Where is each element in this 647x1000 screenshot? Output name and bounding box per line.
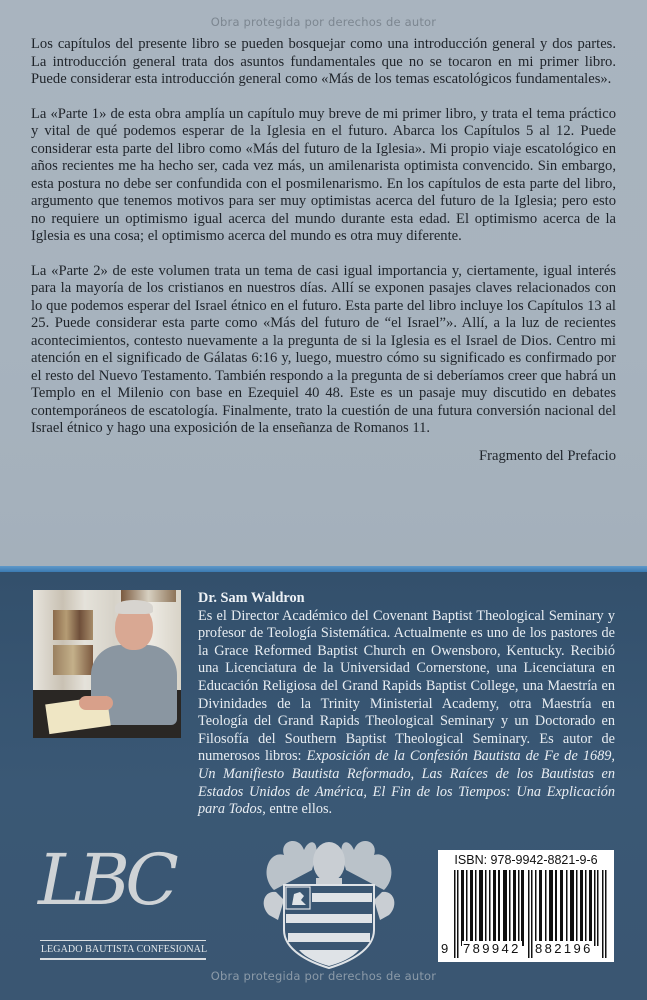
isbn-digits-left: 789942: [463, 941, 521, 956]
preface-text: [31, 36, 616, 465]
publisher-monogram: LBC: [38, 839, 173, 921]
author-hands: [79, 696, 113, 710]
isbn-digit-lead: 9: [441, 941, 451, 956]
logo-rule: [40, 958, 206, 960]
isbn-digits-right: 882196: [535, 941, 593, 956]
isbn-barcode: [438, 850, 614, 962]
author-photo: [33, 590, 181, 738]
coat-of-arms-icon: [254, 830, 404, 970]
author-bio-end: , entre ellos.: [262, 801, 333, 818]
logo-rule: [40, 940, 206, 941]
publisher-logo: [34, 830, 214, 960]
author-hair: [115, 600, 153, 614]
publisher-name: LEGADO BAUTISTA CONFESIONAL: [40, 944, 208, 955]
preface-paragraph-1: Los capítulos del presente libro se pueden bosquejar como una introducción general y dos partes. La introducción general trata dos asuntos fundamentales que no se tocaron en mi primer libro. Puede considerar esta introducción general como «Más de los temas escatológicos fundamentales».: [31, 36, 616, 87]
author-book-titles: Exposición de la Confesión Bautista de Fe de 1689, Un Manifiesto Bautista Reformado, Las Raíces de los Bautistas en Estados Unidos de América, El Fin de los Tiempos: Una Explicación para Todos: [198, 748, 616, 818]
copyright-watermark-top: Obra protegida por derechos de autor: [210, 15, 437, 29]
copyright-watermark-bottom: Obra protegida por derechos de autor: [210, 969, 437, 983]
author-bio-text: Es el Director Académico del Covenant Baptist Theological Seminary y profesor de Teología Sistemática. Actualmente es uno de los pastores de la Grace Reformed Baptist Church en Owensboro, Kentucky. Recibió una Licenciatura de la Universidad Cornerstone, una Licenciatura en Educación Religiosa del Grand Rapids Baptist College, una Maestría en Divinidades de la Trinity Ministerial Academy, otra Maestría en Teología del Grand Rapids Theological Seminary y un Doctorado en Filosofía del Southern Baptist Theological Seminary. Es autor de numerosos libros:: [198, 607, 615, 765]
shelf-books: [53, 610, 93, 640]
author-name: Dr. Sam Waldron: [198, 590, 305, 606]
author-bio: [198, 590, 615, 819]
preface-paragraph-3: La «Parte 2» de este volumen trata un tema de casi igual importancia y, ciertamente, igual interés para la mayoría de los cristianos en nuestros días. Allí se exponen pasajes claves relacionados con lo que podemos esperar del Israel étnico en el futuro. Esta parte del libro incluye los Capítulos 13 al 25. Puede considerar esta parte como «Más del futuro de “el Israel”». Allí, a la luz de recientes acontecimientos, contesto nuevamente a la pregunta de si la Iglesia es el Israel de Dios. Centro mi atención en el significado de Gálatas 6:16 y, luego, muestro cómo su significado es confirmado por el resto del Nuevo Testamento. También respondo a la pregunta de si deberíamos creer que habrá un Templo en el Milenio con base en Ezequiel 40 48. Este es un pasaje muy discutido en debates contemporáneos de escatología. Finalmente, trato la cuestión de una futura conversión nacional del Israel étnico y hago una exposición de la enseñanza de Romanos 11.: [31, 262, 616, 436]
shelf-books: [53, 645, 93, 675]
isbn-label: ISBN: 978-9942-8821-9-6: [454, 853, 598, 867]
preface-paragraph-2: La «Parte 1» de esta obra amplía un capítulo muy breve de mi primer libro, y trata el tema práctico y vital de qué podemos esperar de la Iglesia en el futuro. Abarca los Capítulos 5 al 12. Puede considerar esta parte del libro como «Más del futuro de la Iglesia». Mi propio viaje escatológico en años recientes me ha hecho ser, cada vez más, un amilenarista optimista convencido. Sin embargo, esta postura no debe ser confundida con el posmilenarismo. En los capítulos de esta parte del libro, argumento que tenemos motivos para ser muy optimistas acerca del futuro de la Iglesia; pero esto no requiere un optimismo igual acerca del mundo durante esta edad. El optimismo acerca de la Iglesia es una cosa; el optimismo acerca del mundo es otra muy diferente.: [31, 105, 616, 244]
preface-signature: Fragmento del Prefacio: [479, 447, 616, 464]
